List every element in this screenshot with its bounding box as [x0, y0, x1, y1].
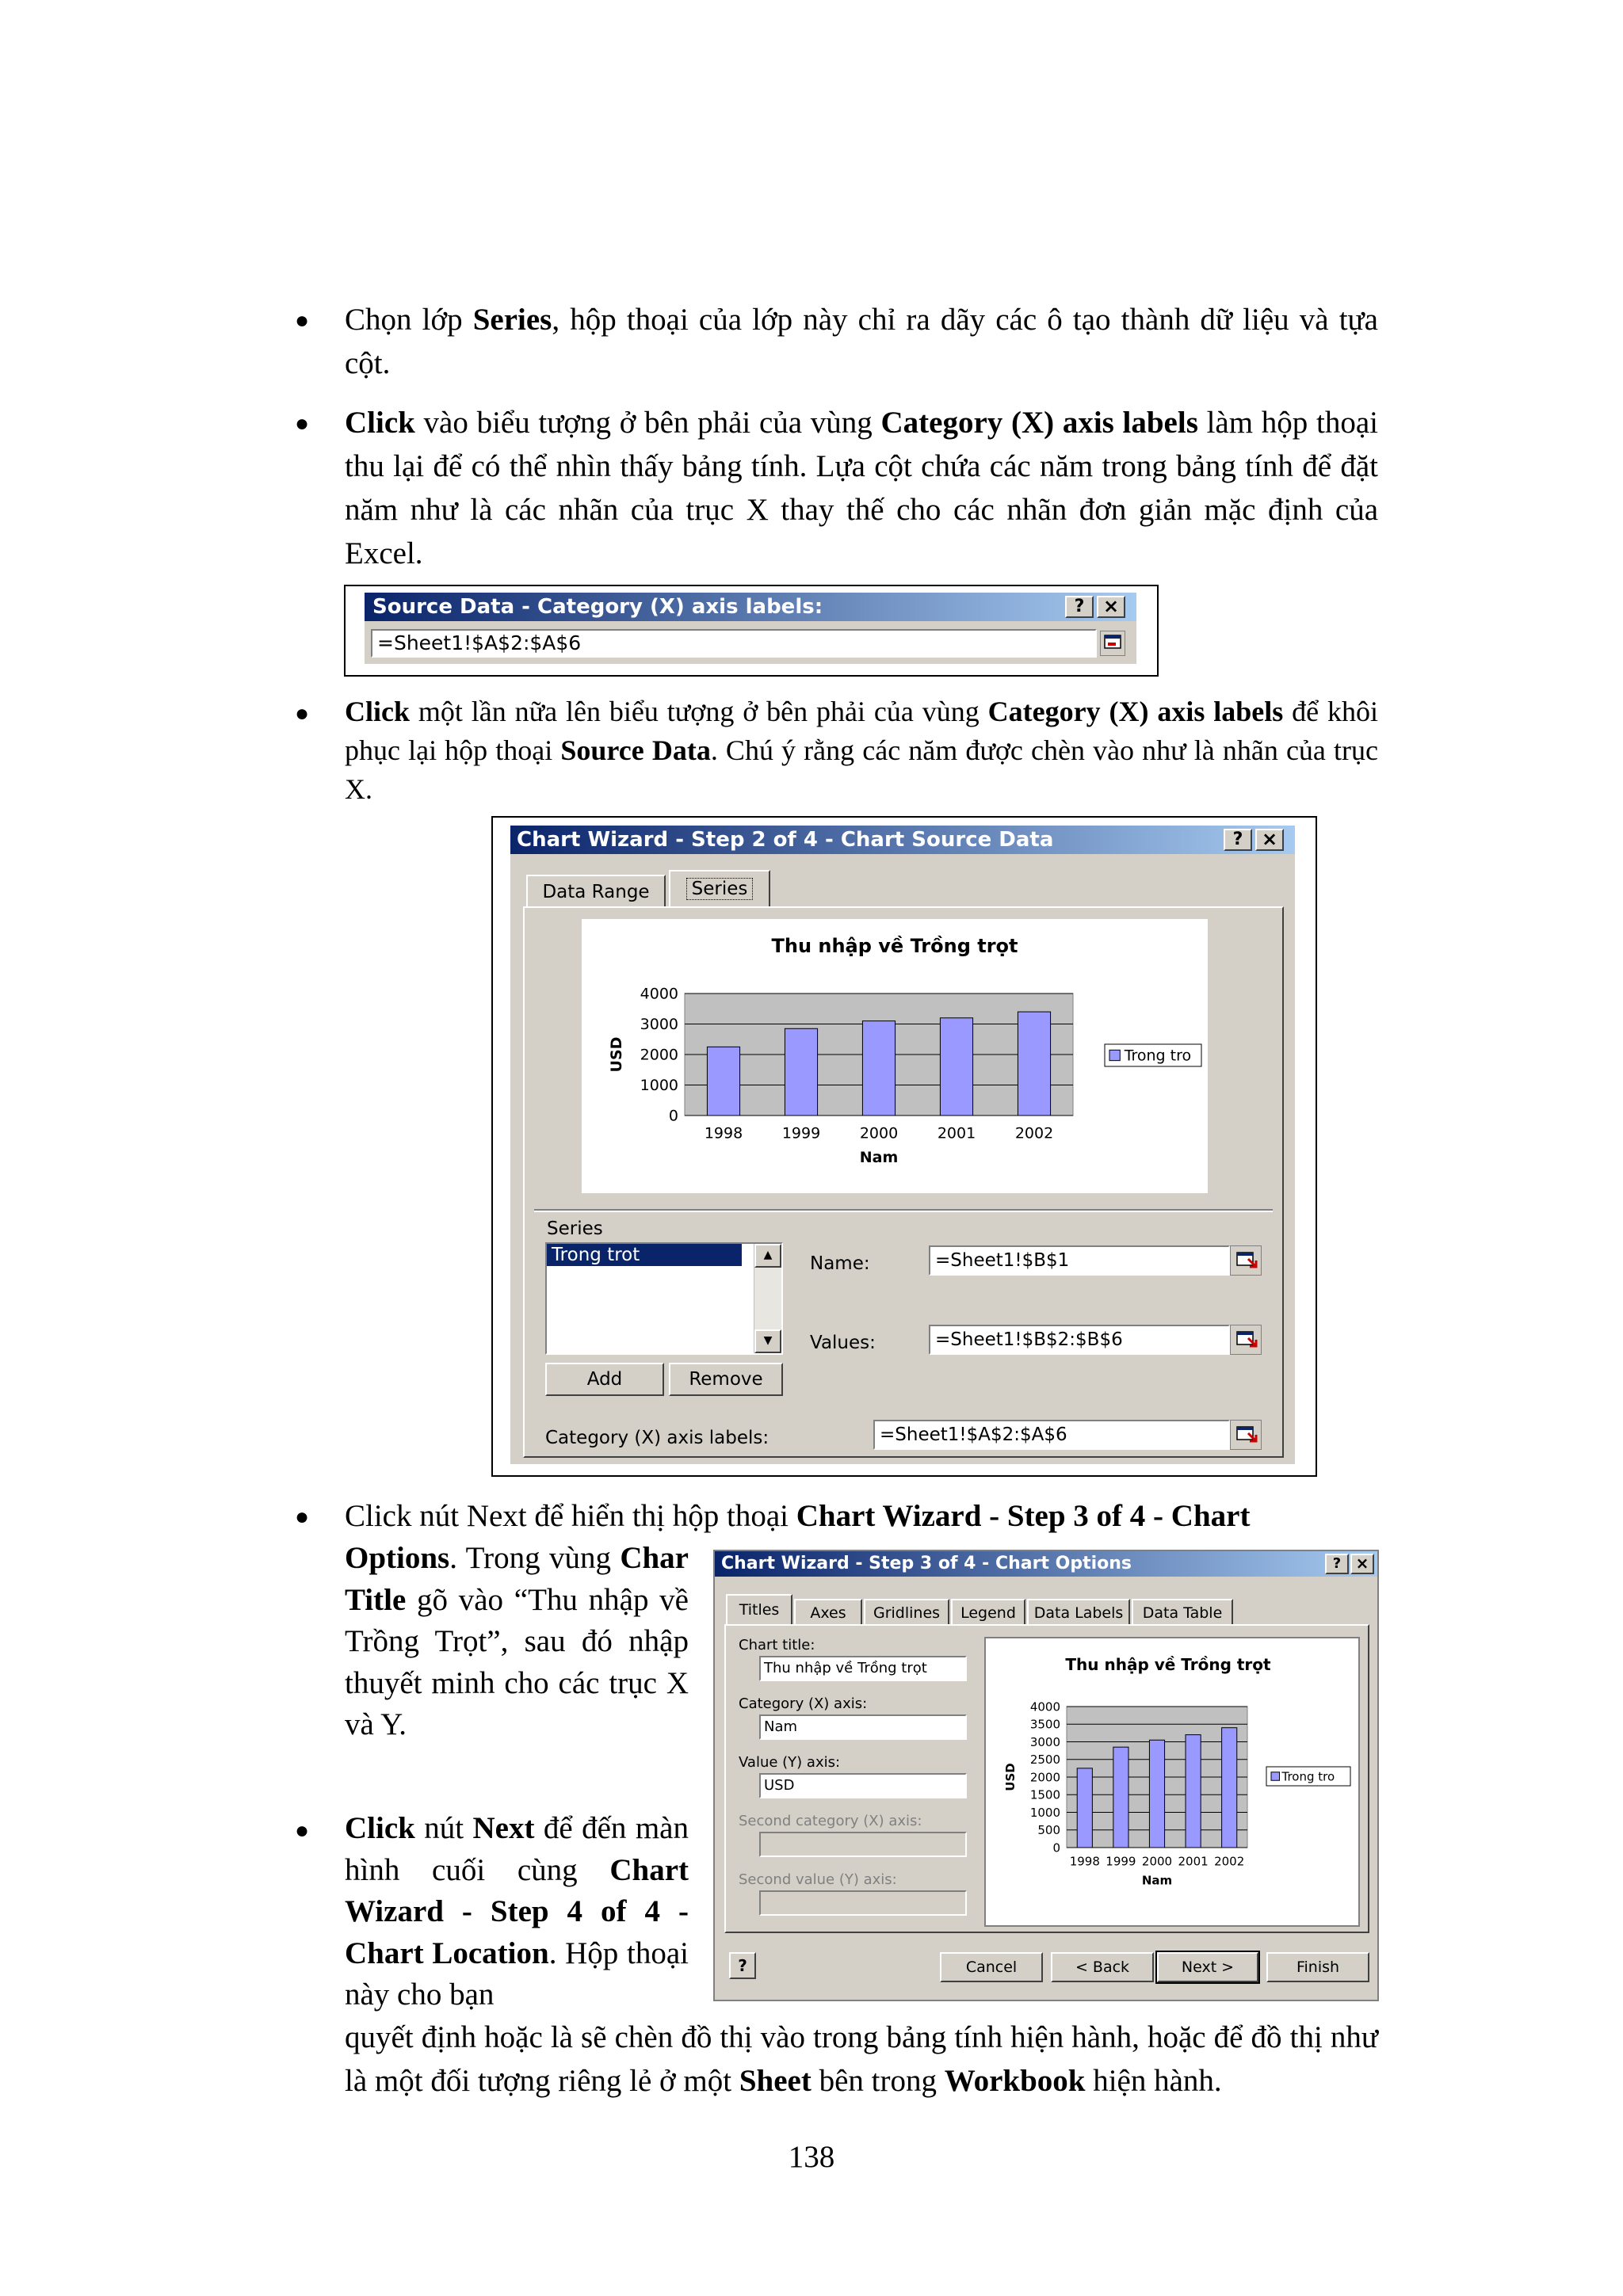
y-axis-title: USD — [608, 1036, 625, 1073]
y-axis-title: USD — [1003, 1763, 1018, 1791]
tab-axes[interactable]: Axes — [794, 1599, 862, 1626]
paragraph-step4-continued: quyết định hoặc là sẽ chèn đồ thị vào trong bảng tính hiện hành, hoặc để đồ thị như là một đối tượng riêng lẻ ở một Sheet bên trong Workbook hiện hành. — [345, 2020, 1378, 2098]
tab-titles[interactable]: Titles — [726, 1594, 792, 1626]
listbox-scrollbar[interactable] — [754, 1244, 781, 1353]
finish-button[interactable]: Finish — [1266, 1952, 1369, 1982]
name-value: =Sheet1!$B$1 — [935, 1250, 1070, 1271]
bar — [785, 1028, 817, 1116]
second-category-axis-label: Second category (X) axis: — [739, 1813, 922, 1829]
chart-title-value: Thu nhập về Trồng trọt — [764, 1660, 927, 1676]
range-value: =Sheet1!$A$2:$A$6 — [377, 631, 582, 654]
dialog-title-bar — [510, 826, 1295, 854]
y-tick-label: 3000 — [640, 1016, 678, 1034]
bullet-dot: ● — [295, 410, 310, 437]
category-axis-value: Nam — [764, 1718, 798, 1735]
tab-data-range[interactable]: Data Range — [526, 875, 666, 908]
help-button[interactable]: ? — [1325, 1554, 1349, 1574]
paragraph-step3-chart-options: Options. Trong vùng Char Title gõ vào “Thu nhập về Trồng Trọt”, sau đó nhập thuyết minh cho các trục X và Y. — [345, 1541, 689, 1741]
paragraph-select-series-tab: Chọn lớp Series, hộp thoại của lớp này chỉ ra dãy các ô tạo thành dữ liệu và tựa cột. — [345, 303, 1378, 380]
bar — [1222, 1728, 1237, 1848]
name-label: Name: — [810, 1253, 870, 1274]
dialog-title: Chart Wizard - Step 2 of 4 - Chart Source Data — [517, 828, 1054, 852]
category-axis-range-input[interactable] — [873, 1420, 1230, 1450]
x-tick-label: 1998 — [1069, 1854, 1100, 1869]
category-axis-range-input[interactable] — [371, 629, 1097, 658]
bullet-dot: ● — [295, 307, 310, 334]
series-item-selected[interactable]: Trong trot — [547, 1244, 742, 1266]
x-tick-label: 1998 — [704, 1124, 743, 1142]
add-series-button[interactable]: Add — [545, 1363, 664, 1396]
scroll-up-arrow[interactable]: ▲ — [754, 1244, 781, 1268]
bar — [1186, 1735, 1201, 1848]
y-tick-label: 1500 — [1029, 1787, 1060, 1802]
bar — [1018, 1012, 1050, 1116]
values-label: Values: — [810, 1333, 876, 1353]
chart-title-input[interactable] — [759, 1656, 967, 1681]
series-values-input[interactable] — [929, 1325, 1230, 1355]
collapse-dialog-icon[interactable] — [1230, 1420, 1262, 1450]
paragraph-step4-chart-location: Click nút Next để đến màn hình cuối cùng Chart Wizard - Step 4 of 4 - Chart Location. Hộp thoại này cho bạn — [345, 1811, 689, 2012]
x-tick-label: 2000 — [859, 1124, 899, 1142]
divider — [534, 1209, 1273, 1212]
close-button[interactable]: × — [1097, 596, 1125, 618]
y-tick-label: 500 — [1037, 1823, 1060, 1837]
page-number: 138 — [788, 2140, 835, 2174]
remove-series-button[interactable]: Remove — [669, 1363, 783, 1396]
value-axis-input[interactable] — [759, 1773, 967, 1798]
bullet-dot: ● — [295, 1504, 310, 1530]
bullet-dot: ● — [295, 700, 310, 727]
chart-preview — [984, 1637, 1360, 1927]
back-button[interactable]: < Back — [1051, 1952, 1154, 1982]
bar — [1113, 1747, 1128, 1848]
scroll-down-arrow[interactable]: ▼ — [754, 1329, 781, 1353]
y-tick-label: 1000 — [640, 1077, 678, 1095]
tab-series-label: Series — [686, 878, 754, 900]
tab-legend[interactable]: Legend — [951, 1599, 1025, 1626]
tab-data-labels[interactable]: Data Labels — [1027, 1599, 1130, 1626]
cancel-button[interactable]: Cancel — [940, 1952, 1043, 1982]
bullet-dot: ● — [295, 1817, 310, 1844]
dialog-title: Source Data - Category (X) axis labels: — [372, 595, 823, 619]
legend-label: Trong tro — [1281, 1769, 1335, 1784]
series-listbox[interactable] — [545, 1242, 783, 1355]
close-button[interactable]: × — [1255, 829, 1284, 851]
help-button[interactable]: ? — [1224, 829, 1252, 851]
x-tick-label: 2001 — [1178, 1854, 1209, 1869]
help-button[interactable]: ? — [1065, 596, 1094, 618]
expand-dialog-icon[interactable] — [1100, 631, 1125, 656]
tab-series[interactable] — [669, 870, 770, 908]
bar — [940, 1018, 972, 1116]
x-axis-title: Nam — [1141, 1873, 1173, 1888]
second-value-axis-label: Second value (Y) axis: — [739, 1871, 897, 1888]
collapse-dialog-icon[interactable] — [1230, 1245, 1262, 1276]
help-icon: ? — [738, 1956, 747, 1975]
dialog-title: Chart Wizard - Step 3 of 4 - Chart Options — [721, 1554, 1132, 1573]
x-tick-label: 1999 — [1106, 1854, 1136, 1869]
series-label: Series — [547, 1219, 603, 1239]
close-button[interactable]: × — [1350, 1554, 1374, 1574]
x-tick-label: 2000 — [1141, 1854, 1173, 1869]
tab-data-table[interactable]: Data Table — [1132, 1599, 1233, 1626]
y-tick-label: 1000 — [1029, 1805, 1060, 1820]
x-tick-label: 2002 — [1214, 1854, 1245, 1869]
tab-gridlines[interactable]: Gridlines — [864, 1599, 949, 1626]
category-axis-input[interactable] — [759, 1714, 967, 1740]
y-tick-label: 3500 — [1029, 1717, 1060, 1732]
paragraph-step3-title-line: Click nút Next để hiển thị hộp thoại Chart Wizard - Step 3 of 4 - Chart — [345, 1499, 1251, 1533]
collapsed-source-data-dialog — [365, 593, 1136, 664]
help-icon-button[interactable] — [729, 1952, 756, 1979]
bar — [707, 1047, 739, 1116]
category-axis-label: Category (X) axis: — [739, 1695, 868, 1712]
chart-preview — [582, 919, 1208, 1193]
chart-wizard-step2-dialog — [510, 826, 1295, 1464]
values-value: =Sheet1!$B$2:$B$6 — [935, 1329, 1123, 1350]
y-tick-label: 3000 — [1029, 1734, 1060, 1749]
dialog-title-bar — [365, 593, 1136, 621]
chart-title: Thu nhập về Trồng trọt — [771, 935, 1018, 957]
bar — [862, 1021, 895, 1116]
x-axis-title: Nam — [859, 1148, 899, 1166]
y-tick-label: 2500 — [1029, 1753, 1060, 1767]
collapse-dialog-icon[interactable] — [1230, 1325, 1262, 1355]
y-tick-label: 0 — [668, 1107, 678, 1125]
y-tick-label: 2000 — [1029, 1770, 1060, 1785]
legend-swatch — [1109, 1050, 1120, 1060]
x-tick-label: 2002 — [1014, 1124, 1054, 1142]
bar — [1149, 1740, 1164, 1848]
category-axis-label: Category (X) axis labels: — [545, 1428, 769, 1448]
legend-label: Trong tro — [1124, 1047, 1192, 1065]
value-axis-value: USD — [764, 1777, 795, 1794]
category-value: =Sheet1!$A$2:$A$6 — [880, 1425, 1067, 1445]
dialog-title-bar — [715, 1551, 1377, 1577]
second-category-axis-input — [759, 1832, 967, 1857]
second-value-axis-input — [759, 1890, 967, 1916]
series-name-input[interactable] — [929, 1245, 1230, 1276]
x-tick-label: 1999 — [781, 1124, 821, 1142]
chart-title-label: Chart title: — [739, 1637, 815, 1653]
chart-wizard-step3-dialog — [713, 1550, 1379, 2001]
y-tick-label: 4000 — [1029, 1699, 1060, 1714]
paragraph-restore-dialog: Click một lần nữa lên biểu tượng ở bên phải của vùng Category (X) axis labels để khôi phục lại hộp thoại Source Data. Chú ý rằng các năm được chèn vào như là nhãn của trục X. — [345, 696, 1378, 805]
paragraph-click-collapse-icon: Click vào biểu tượng ở bên phải của vùng Category (X) axis labels làm hộp thoại thu lại để có thể nhìn thấy bảng tính. Lựa cột chứa các năm trong bảng tính để đặt năm như là các nhãn của trục X thay thế cho các nhãn đơn giản mặc định của Excel. — [345, 406, 1378, 570]
y-tick-label: 4000 — [640, 985, 678, 1003]
bar — [1077, 1768, 1092, 1848]
next-button[interactable]: Next > — [1157, 1952, 1258, 1982]
chart-title: Thu nhập về Trồng trọt — [1065, 1655, 1271, 1674]
x-tick-label: 2001 — [937, 1124, 976, 1142]
value-axis-label: Value (Y) axis: — [739, 1754, 841, 1771]
legend-swatch — [1271, 1772, 1280, 1781]
y-tick-label: 0 — [1052, 1840, 1060, 1855]
y-tick-label: 2000 — [640, 1046, 678, 1064]
